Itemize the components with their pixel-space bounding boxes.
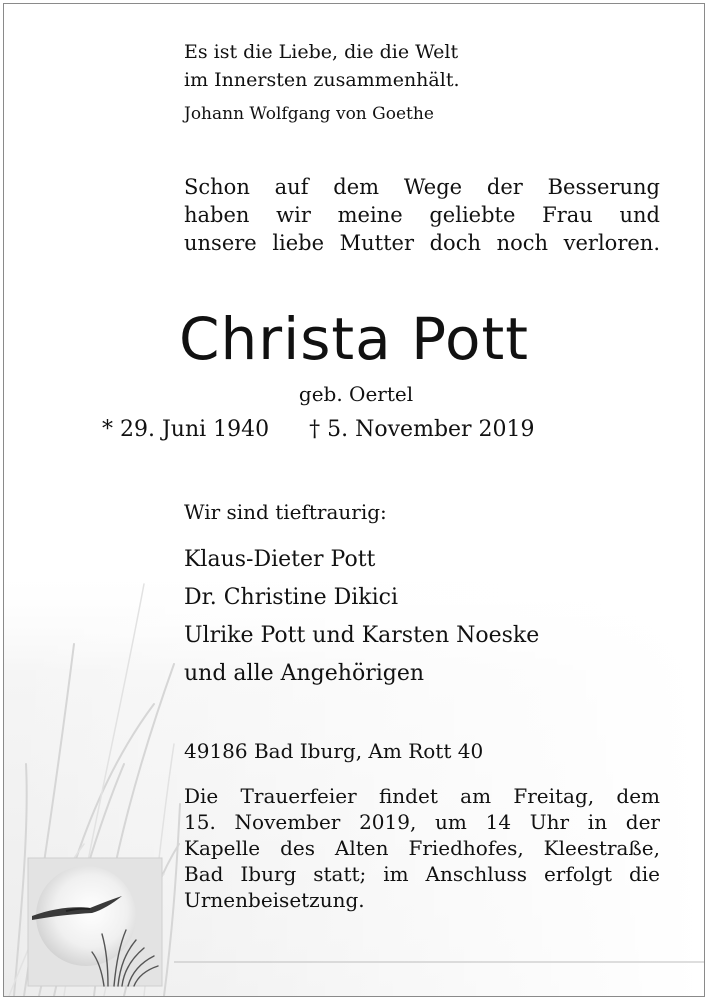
service-line: Urnenbeisetzung. (184, 888, 365, 912)
family-address: 49186 Bad Iburg, Am Rott 40 (184, 739, 484, 763)
intro-text (184, 173, 660, 257)
birth-name: geb. Oertel (298, 382, 414, 406)
bird-sun-picture (28, 858, 162, 986)
intro-line: Schon auf dem Wege der Besserung (184, 175, 660, 199)
service-line: 15. November 2019, um 14 Uhr in der (184, 810, 660, 834)
service-line: Bad Iburg statt; im Anschluss erfolgt die (184, 862, 660, 886)
death-date: † 5. November 2019 (309, 417, 535, 442)
mourners-list (184, 541, 539, 693)
quote-line: Es ist die Liebe, die die Welt (184, 41, 459, 63)
obituary-notice (3, 3, 705, 997)
birth-date: * 29. Juni 1940 (102, 417, 270, 442)
quote-line: im Innersten zusammenhält. (184, 69, 460, 91)
quote-author: Johann Wolfgang von Goethe (184, 104, 434, 124)
deceased-name: Christa Pott (178, 305, 530, 373)
goethe-quote (184, 38, 460, 94)
mourner-name: Klaus-Dieter Pott (184, 547, 376, 572)
mourner-name: Ulrike Pott und Karsten Noeske (184, 623, 540, 648)
intro-line: unsere liebe Mutter doch noch verloren. (184, 231, 660, 255)
funeral-service-info (184, 783, 660, 913)
life-dates (102, 415, 535, 445)
mourner-name: Dr. Christine Dikici (184, 585, 399, 610)
mourners-label: Wir sind tieftraurig: (184, 500, 387, 524)
mourner-name: und alle Angehörigen (184, 661, 425, 686)
service-line: Kapelle des Alten Friedhofes, Kleestraße, (184, 836, 660, 860)
service-line: Die Trauerfeier findet am Freitag, dem (184, 784, 660, 808)
intro-line: haben wir meine geliebte Frau und (184, 203, 660, 227)
